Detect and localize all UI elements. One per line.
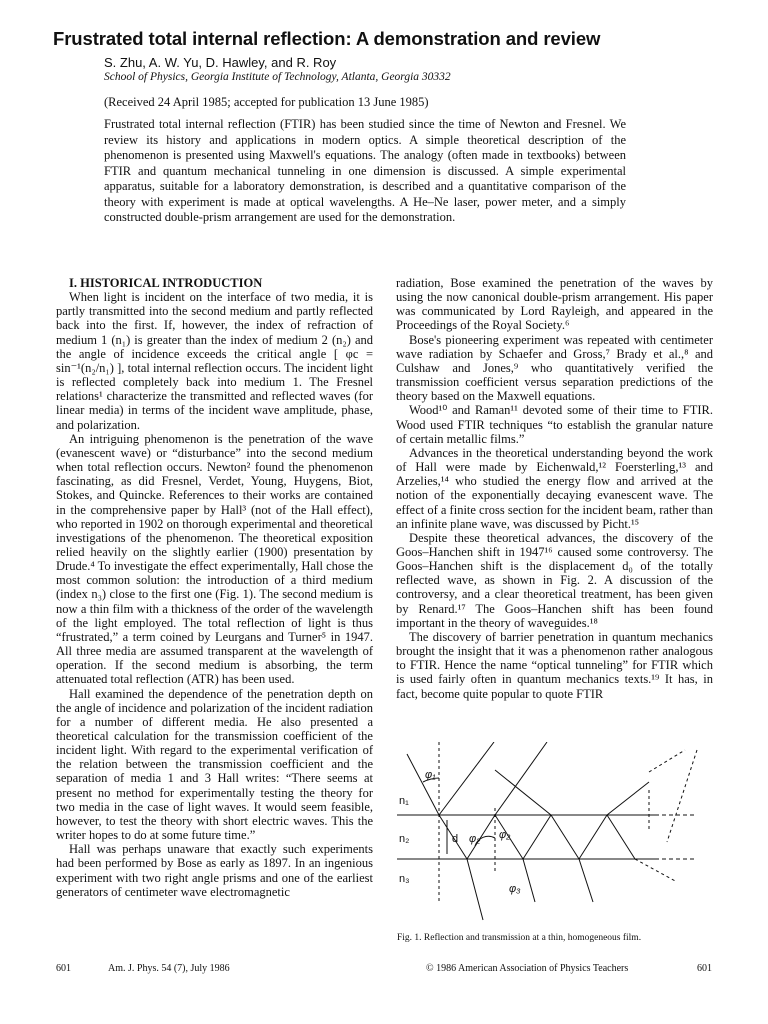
figure-caption: Fig. 1. Reflection and transmission at a thin, homogeneous film. [397,933,642,943]
left-column [56,276,373,899]
body-paragraph: Bose's pioneering experiment was repeated with centimeter wave radiation by Schaefer and Gross,⁷ Brady et al.,⁸ and Culshaw and Jones,⁹ who quantitatively verified the transmission coefficient versus separation predictions of the theory based on the Maxwell equations. [396,332,713,404]
label-phi2a: φ₂ [469,833,481,845]
label-n1: n₁ [399,795,409,807]
paper-title: Frustrated total internal reflection: A demonstration and review [53,28,601,49]
body-paragraph: Hall was perhaps unaware that exactly such experiments had been performed by Bose as early as 1897. In an ingenious experiment with two right angle prisms and one of the earliest generators of centimeter wave electromagnetic [56,842,373,899]
body-paragraph: An intriguing phenomenon is the penetration of the wave (evanescent wave) or “disturbance” into the second medium when total reflection occurs. Newton² found the phenomenon fascinating, as did Fresnel, Verdet, Young, Huygens, Biot, Stokes, and Quincke. References to their works are contained in the comprehensive paper by Hall³ (not of the Hall effect), who reported in 1902 on thorough experimental and theoretical investigations of the phenomenon. The theoretical exposition relied heavily on the slightly earlier (1900) presentation by Drude.⁴ To investigate the effect experimentally, Hall chose the most common solution: the introduction of a third medium (index n₃) close to the first one (Fig. 1). The second medium is now a thin film with a thickness of the order of the wavelength of the light employed. The total reflection of light is thus “frustrated,” a term coined by Leurgans and Turner⁵ in 1947. All three media are assumed transparent at the wavelength of operation. If the second medium is absorbing, the term attenuated total reflection (ATR) has been used. [56,431,373,687]
label-phi2b: φ₂ [499,829,511,841]
incident-ray [407,754,439,815]
footer-copyright: © 1986 American Association of Physics Teachers [426,963,629,974]
film-exit-ray [607,782,649,815]
label-d: d [452,833,459,845]
dashed-ray-b [635,859,677,882]
section-heading: I. HISTORICAL INTRODUCTION [69,276,263,290]
footer-journal: Am. J. Phys. 54 (7), July 1986 [108,963,230,974]
label-phi1: φ₁ [425,769,436,781]
label-n2: n₂ [399,833,410,845]
body-paragraph: radiation, Bose examined the penetration of the waves by using the now canonical double-prism arrangement. His paper was communicated by Lord Rayleigh, and appeared in the Proceedings of the Royal Society.⁶ [396,276,713,333]
transmitted-ray-3 [579,859,593,902]
dashed-ray-a [649,750,685,772]
figure-1-thin-film-diagram [397,742,717,922]
transmitted-ray-2 [523,859,535,902]
body-paragraph: The discovery of barrier penetration in quantum mechanics brought the insight that it was a phenomenon rather analogous to FTIR. Hence the name “optical tunneling” for FTIR which is used fairly often in quantum mechanics texts.¹⁹ It has, in fact, become quite popular to quote FTIR [396,629,713,701]
body-paragraph: When light is incident on the interface of two media, it is partly transmitted into the second medium and partly reflected back into the first. If, however, the index of refraction of medium 1 (n₁) is greater than the index of medium 2 (n₂) and the angle of incidence exceeds the critical angle [ φc = sin⁻¹(n₂/n₁) ], total internal reflection occurs. The incident light is reflected completely back into medium 1. The Fresnel relations¹ characterize the transmitted and reflected waves (for linear media) in terms of the incident wave amplitude, phase, and polarization. [56,290,373,432]
reflected-ray-2 [495,742,547,815]
affiliation: School of Physics, Georgia Institute of Technology, Atlanta, Georgia 30332 [104,71,451,83]
abstract: Frustrated total internal reflection (FTIR) has been studied since the time of Newton and Fresnel. We review its history and applications in modern optics. A simple theoretical description of the phenomenon is presented using Maxwell's equations. The analogy (often made in textbooks) between FTIR and quantum mechanical tunneling in one dimension is discussed. A simple experimental apparatus, suitable for a laboratory demonstration, is described and a quantitative comparison of the theory with experiment is made at optical wavelengths. A He–Ne laser, power meter, and a simply constructed double-prism arrangement are used for the demonstration. [104,117,626,224]
body-paragraph: Hall examined the dependence of the penetration depth on the angle of incidence and polarization of the incident radiation for a number of different media. He also presented a theoretical calculation for the transmission coefficient of the incident light. With regard to the experimental verification of the relation between the transmission coefficient and the separation of media 1 and 3 Hall writes: “There seems at present no method for experimentally testing the theory for two media in the case of light waves. It would seem feasible, however, to test the theory with short electric waves. This the writer hopes to do at some future time.” [56,686,373,843]
dashed-ray-c [667,750,697,842]
label-phi3: φ₃ [509,883,521,895]
author-list: S. Zhu, A. W. Yu, D. Hawley, and R. Roy [104,55,337,70]
footer-page-right: 601 [697,963,712,974]
body-paragraph: Despite these theoretical advances, the discovery of the Goos–Hanchen shift in 1947¹⁶ caused some controversy. The Goos–Hanchen shift is the displacement d₀ of the totally reflected wave, as shown in Fig. 2. A discussion of the controversy, and a clear theoretical treatment, has been given by Renard.¹⁷ The Goos–Hanchen shift has been found important in the theory of waveguides.¹⁸ [396,530,713,630]
body-paragraph: Advances in the theoretical understanding beyond the work of Hall were made by Eichenwald,¹² Foersterling,¹³ and Arzelies,¹⁴ who studied the energy flow and arrived at the notion of the exponentially decaying evanescent wave. The effect of a finite cross section for the incident beam, rather than an infinite plane wave, was discussed by Picht.¹⁵ [396,445,713,531]
right-column [396,276,713,701]
received-date: (Received 24 April 1985; accepted for publication 13 June 1985) [104,95,429,109]
footer-page-left: 601 [56,963,71,974]
reflected-ray-1 [439,742,494,815]
transmitted-ray-1 [467,859,483,920]
label-n3: n₃ [399,873,410,885]
diverging-ray [495,770,551,815]
body-paragraph: Wood¹⁰ and Raman¹¹ devoted some of their time to FTIR. Wood used FTIR techniques “to establish the granular nature of certain metallic films.” [396,403,713,446]
